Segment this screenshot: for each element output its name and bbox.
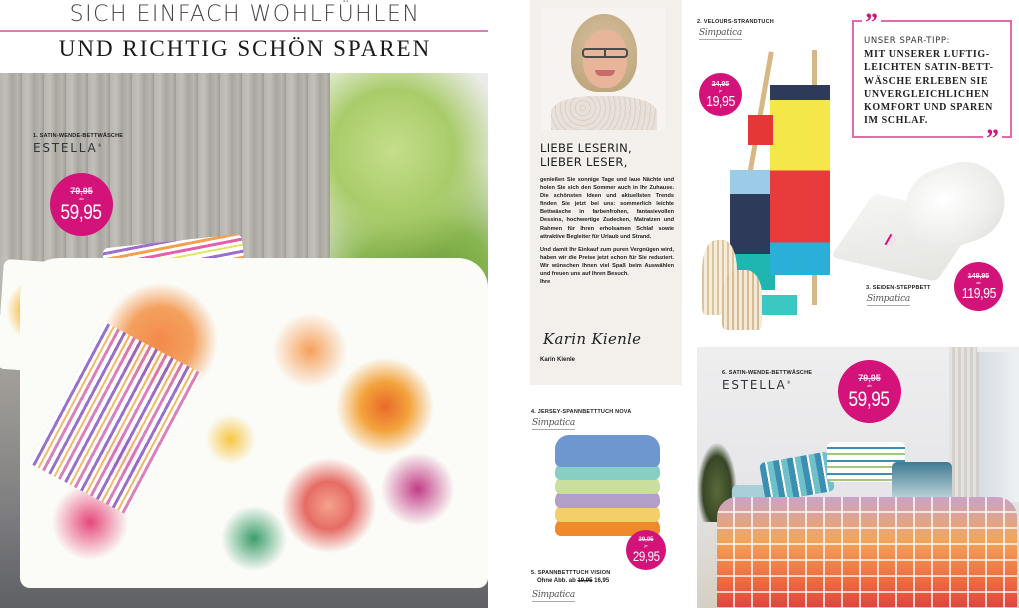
spar-tipp-text: MIT UNSERER LUFTIG-LEICHTEN SATIN-BETT-WÄSCHE ERLEBEN SIE UNVERGLEICHLICHEN KOMFORT UND SPAREN IM SCHLAF.: [864, 49, 994, 127]
portrait-smile: [595, 70, 615, 76]
new-price: 59,95: [848, 387, 891, 411]
quote-open-icon: ”: [862, 10, 881, 36]
silk-duvet-photo: [845, 165, 1015, 280]
greeting-line-1: LIEBE LESERIN,: [540, 141, 632, 155]
pillow: [892, 462, 952, 502]
brand-name: ESTELLA: [722, 378, 787, 392]
product-5-price-note: [537, 578, 609, 584]
letter-paragraph-2: Und damit Ihr Einkauf zum puren Vergnügen wird, haben wir die Preise jetzt schon für Sie reduziert. Wir wünschen Ihnen viel Spaß beim Auswählen und freuen uns auf Ihren Besuch.: [540, 246, 674, 278]
product-3-brand-logo: Simpatica: [867, 294, 910, 304]
price-prefix: ab: [976, 279, 981, 285]
product-3-label: 3. SEIDEN-STEPPBETT: [866, 285, 931, 291]
letter-paragraph-1: genießen Sie sonnige Tage und laue Nächte und holen Sie sich den Sommer auch in Ihr Zuhause. Die schönsten Ideen und aktuellsten Trends finden Sie jetzt bei uns: sommerlich leichte Bettwäsche in farbenfrohen, fantasievollen Dessins, hochwertige Zudecken, Matratzen und Rahmen für Ihren erholsamen Schlaf sowie attraktive Begleiter für Urlaub und Strand.: [540, 177, 674, 240]
product-5-label: 5. SPANNBETTTUCH VISION: [531, 570, 611, 576]
author-portrait: [541, 8, 665, 130]
portrait-face: [583, 30, 627, 88]
headline-top: SICH EINFACH WOHLFÜHLEN: [69, 2, 421, 27]
new-price: 119,95: [961, 284, 996, 302]
product-2-brand-logo: Simpatica: [699, 28, 742, 38]
price-prefix: ab: [867, 382, 872, 388]
price-prefix: je: [644, 543, 648, 548]
old-price: 39,95: [638, 537, 654, 543]
product-1-brand: ESTELLA®: [33, 141, 104, 155]
portrait-blouse: [551, 96, 657, 130]
towel-multicolor: [770, 85, 830, 275]
rattan-lantern: [722, 270, 762, 330]
price-note-prefix: Ohne Abb. ab: [537, 578, 576, 584]
letter-body: [540, 176, 674, 286]
fitted-sheets-photo: [545, 430, 665, 540]
towel-red-fold: [748, 115, 773, 145]
product-6-brand: ESTELLA®: [722, 378, 793, 392]
old-price: 79,95: [70, 185, 93, 196]
checked-duvet: [717, 497, 1017, 608]
letter-greeting: [540, 141, 675, 169]
product-2-label: 2. VELOURS-STRANDTUCH: [697, 19, 774, 25]
old-price: 149,95: [967, 272, 990, 280]
product-1-price-badge: [50, 173, 113, 236]
portrait-glasses: [582, 48, 628, 58]
price-prefix: ab: [79, 195, 84, 201]
product-4-label: 4. JERSEY-SPANNBETTTUCH NOVA: [531, 409, 632, 415]
pillow: [759, 451, 835, 503]
quote-close-icon: ”: [983, 126, 1002, 152]
sheet-blue: [555, 435, 660, 467]
product-6-price-badge: [838, 360, 901, 423]
product-5-brand-logo: Simpatica: [532, 590, 575, 600]
new-price: 59,95: [60, 200, 103, 224]
product-3-price-badge: [954, 262, 1003, 311]
letter-closing: Ihre: [540, 279, 551, 286]
spar-tipp-quote-box: [852, 8, 1012, 153]
product-6-label: 6. SATIN-WENDE-BETTWÄSCHE: [722, 370, 813, 376]
new-price: 29,95: [632, 548, 660, 564]
price-prefix: je: [718, 87, 723, 93]
signature: Karin Kienle: [543, 330, 642, 348]
curtain: [949, 347, 977, 507]
product-4-price-badge: [626, 530, 666, 570]
headline-bottom: UND RICHTIG SCHÖN SPAREN: [58, 36, 432, 61]
spar-tipp-intro: UNSER SPAR-TIPP:: [864, 36, 951, 46]
old-price: 24,95: [711, 80, 730, 88]
old-price: 79,95: [858, 372, 881, 383]
old-price: 19,95: [577, 578, 593, 584]
headline-divider: [0, 30, 488, 32]
brand-name: ESTELLA: [33, 141, 98, 155]
new-price: 16,95: [594, 578, 610, 584]
product-1-label: 1. SATIN-WENDE-BETTWÄSCHE: [33, 133, 124, 139]
new-price: 19,95: [706, 92, 735, 110]
product-2-price-badge: [699, 73, 742, 116]
window: [974, 352, 1019, 502]
signature-name: Karin Kienle: [540, 357, 576, 363]
greeting-line-2: LIEBER LESER,: [540, 155, 628, 169]
product-4-brand-logo: Simpatica: [532, 418, 575, 428]
